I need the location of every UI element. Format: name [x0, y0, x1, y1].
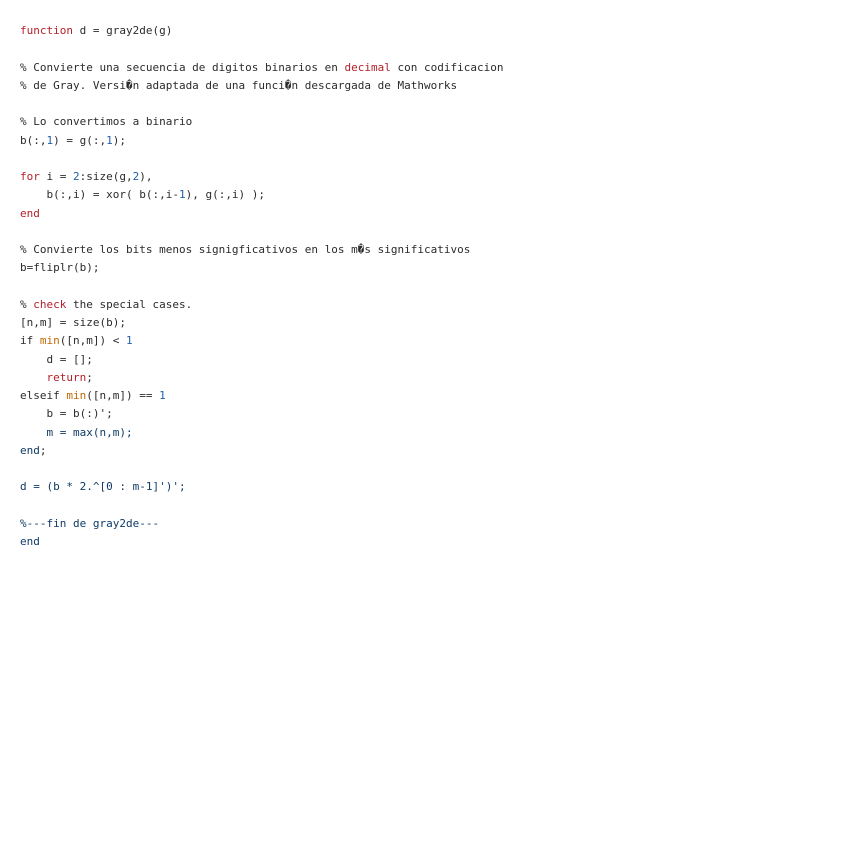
code-line	[20, 223, 828, 241]
code-line	[20, 168, 828, 186]
code-line	[20, 369, 828, 387]
code-line	[20, 296, 828, 314]
code-token: % de Gray. Versi�n adaptada de una funci�n descargada de Mathworks	[20, 78, 458, 92]
code-line	[20, 442, 828, 460]
code-token: %	[20, 297, 34, 311]
code-token: con codificacion	[390, 60, 504, 74]
code-token: 1	[159, 389, 166, 402]
code-token: decimal	[344, 60, 391, 74]
code-line	[20, 22, 828, 40]
code-line	[20, 314, 828, 332]
code-token: end	[20, 206, 40, 220]
code-line	[20, 478, 828, 496]
code-token: % Convierte los bits menos signigficativos en los m�s significativos	[20, 243, 471, 256]
code-token	[20, 426, 47, 439]
code-line	[20, 186, 828, 204]
code-token: min	[66, 389, 87, 402]
code-editor[interactable]	[20, 22, 828, 551]
code-token: %---fin de gray2de---	[20, 516, 160, 530]
code-line	[20, 113, 828, 131]
code-token: 2	[132, 170, 140, 183]
code-token: 2	[73, 170, 80, 183]
code-line	[20, 205, 828, 223]
code-token: b(:,	[20, 133, 47, 147]
code-token: ([n,m]) <	[59, 334, 126, 348]
code-token: i =	[39, 170, 73, 183]
code-line	[20, 497, 828, 515]
code-line	[20, 132, 828, 150]
code-token	[20, 371, 47, 384]
code-token: d = (b * 2.^[0 : m-1]')';	[20, 480, 186, 494]
code-token: if	[20, 334, 40, 348]
code-line	[20, 405, 828, 423]
code-token: b=fliplr(b);	[20, 261, 100, 275]
code-line	[20, 59, 828, 77]
code-token: ([n,m]) ==	[86, 389, 160, 402]
code-token: 1	[106, 133, 113, 147]
code-line	[20, 241, 828, 259]
code-token: );	[112, 133, 126, 147]
code-token: for	[20, 170, 40, 183]
code-token: elseif	[20, 389, 67, 402]
code-token: % Lo convertimos a binario	[20, 115, 193, 129]
code-token: [n,m] = size(b);	[20, 316, 126, 329]
code-token: function	[20, 24, 73, 37]
code-token: b = b(:)';	[20, 407, 113, 421]
code-token: the special cases.	[66, 297, 193, 311]
code-token: d = [];	[20, 352, 93, 366]
code-line	[20, 460, 828, 478]
code-token: b(:,i) = xor( b(:,i-	[20, 188, 179, 202]
code-token: 1	[46, 133, 54, 147]
code-line	[20, 332, 828, 350]
code-line	[20, 150, 828, 168]
code-token: ), g(:,i) );	[185, 188, 266, 202]
code-token: :size(g,	[79, 170, 133, 183]
code-line	[20, 387, 828, 405]
code-token: ) = g(:,	[53, 133, 107, 147]
code-token: end	[20, 535, 40, 548]
code-line	[20, 40, 828, 58]
code-token: check	[33, 297, 67, 311]
code-token: 1	[178, 188, 186, 202]
code-line	[20, 278, 828, 296]
code-token: min	[39, 334, 60, 348]
code-line	[20, 424, 828, 442]
code-line	[20, 533, 828, 551]
code-token: ;	[86, 370, 93, 384]
code-token: ),	[139, 170, 153, 183]
code-token: % Convierte una secuencia de digitos binarios en	[20, 60, 345, 74]
code-token: 1	[125, 334, 133, 348]
code-line	[20, 351, 828, 369]
code-token: d = gray2de(g)	[72, 24, 173, 37]
code-line	[20, 77, 828, 95]
code-token: return	[46, 370, 87, 384]
code-line	[20, 259, 828, 277]
code-token: ;	[39, 443, 47, 457]
code-token: end	[20, 443, 40, 457]
code-line	[20, 95, 828, 113]
code-line	[20, 515, 828, 533]
code-token: m = max(n,m);	[46, 425, 133, 439]
